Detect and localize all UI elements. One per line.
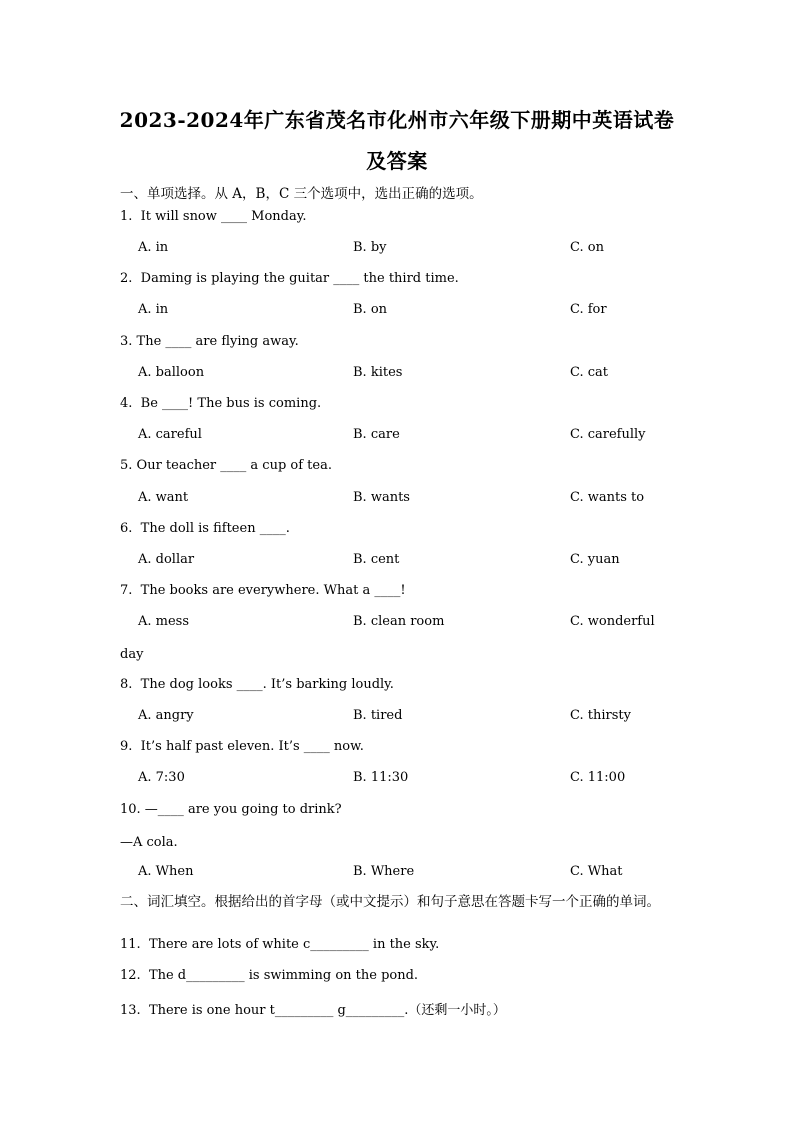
question-2-stem: 2. Daming is playing the guitar ____ the third time. — [120, 271, 459, 286]
question-6-option-c: C. yuan — [570, 552, 620, 567]
question-1-option-a: A. in — [138, 240, 169, 255]
page-title-continued: 及答案 — [366, 149, 428, 173]
section-1-heading: 一、单项选择。从 A，B，C 三个选项中，选出正确的选项。 — [120, 186, 483, 202]
question-10-stem: 10. —____ are you going to drink? — [120, 802, 342, 817]
question-4-option-b: B. care — [353, 427, 400, 442]
question-9-option-b: B. 11:30 — [353, 770, 409, 785]
question-7-option-a: A. mess — [138, 614, 190, 629]
question-7-option-c-wrap: day — [120, 647, 144, 662]
question-5-option-c: C. wants to — [570, 490, 645, 505]
question-2-option-c: C. for — [570, 302, 607, 317]
question-6-option-a: A. dollar — [138, 552, 195, 567]
question-5-option-b: B. wants — [353, 490, 410, 505]
question-12-stem: 12. The d_________ is swimming on the pond. — [120, 968, 419, 983]
question-7-option-b: B. clean room — [353, 614, 445, 629]
question-7-stem: 7. The books are everywhere. What a ____! — [120, 583, 406, 598]
question-3-option-a: A. balloon — [138, 365, 205, 380]
question-8-stem: 8. The dog looks ____. It’s barking loudly. — [120, 677, 394, 692]
question-8-option-a: A. angry — [138, 708, 194, 723]
question-13-stem: 13. There is one hour t_________ g_________.（还剩一小时。） — [120, 1003, 506, 1018]
question-7-option-c: C. wonderful — [570, 614, 655, 629]
question-10-option-a: A. When — [138, 864, 194, 879]
question-10-answer-line: —A cola. — [120, 835, 178, 850]
question-3-option-b: B. kites — [353, 365, 403, 380]
question-9-option-c: C. 11:00 — [570, 770, 626, 785]
section-2-heading: 二、词汇填空。根据给出的首字母（或中文提示）和句子意思在答题卡写一个正确的单词。 — [120, 894, 660, 910]
question-6-option-b: B. cent — [353, 552, 400, 567]
question-6-stem: 6. The doll is fifteen ____. — [120, 521, 290, 536]
question-4-option-c: C. carefully — [570, 427, 646, 442]
question-8-option-c: C. thirsty — [570, 708, 631, 723]
page-title: 2023-2024年广东省茂名市化州市六年级下册期中英语试卷 — [119, 108, 675, 132]
question-9-stem: 9. It’s half past eleven. It’s ____ now. — [120, 739, 364, 754]
question-10-option-b: B. Where — [353, 864, 415, 879]
question-1-option-b: B. by — [353, 240, 387, 255]
question-3-stem: 3. The ____ are flying away. — [120, 334, 299, 349]
question-10-option-c: C. What — [570, 864, 623, 879]
question-2-option-a: A. in — [138, 302, 169, 317]
question-3-option-c: C. cat — [570, 365, 609, 380]
question-11-stem: 11. There are lots of white c_________ in the sky. — [120, 937, 440, 952]
question-1-stem: 1. It will snow ____ Monday. — [120, 209, 307, 224]
question-8-option-b: B. tired — [353, 708, 403, 723]
question-5-stem: 5. Our teacher ____ a cup of tea. — [120, 458, 332, 473]
question-4-stem: 4. Be ____! The bus is coming. — [120, 396, 322, 411]
question-9-option-a: A. 7:30 — [138, 770, 185, 785]
question-5-option-a: A. want — [138, 490, 189, 505]
question-4-option-a: A. careful — [138, 427, 202, 442]
question-2-option-b: B. on — [353, 302, 388, 317]
question-1-option-c: C. on — [570, 240, 604, 255]
